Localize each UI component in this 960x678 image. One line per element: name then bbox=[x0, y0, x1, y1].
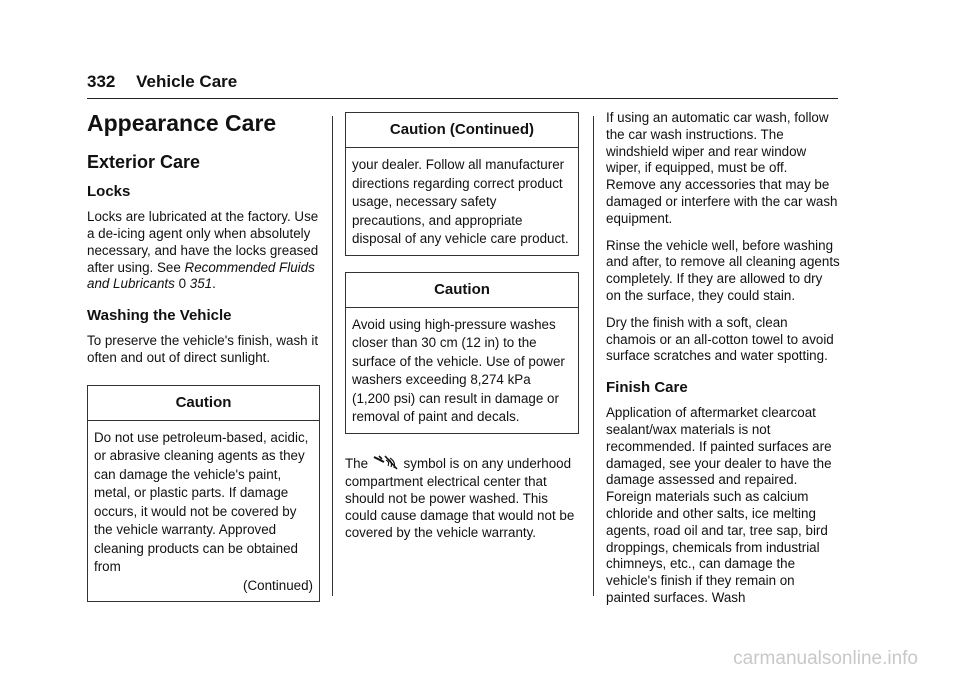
finish-care-paragraph: Application of aftermarket clearcoat sealant/wax materials is not recommended. If painted surfaces are damaged, see your dealer to have the damage assessed and repaired. Foreign materials such as calcium chloride and other salts, ice melting agents, road oil and tar, tree sap, bird droppings, chemicals from industrial chimneys, etc., can damage the vehicle's finish if they remain on painted surfaces. Wash bbox=[606, 405, 832, 605]
caution-continued-title: Caution (Continued) bbox=[346, 113, 578, 148]
caution-text: Do not use petroleum-based, acidic, or abrasive cleaning agents as they can damage the vehicle's paint, metal, or plastic parts. If damage occurs, it would not be covered by the vehicle warranty. Approved cleaning products can be obtained from bbox=[94, 429, 309, 575]
symbol-paragraph: The symbol is on any underhood compartment electrical center that should not be power washed. This could cause damage that would not be covered by the vehicle warranty. bbox=[345, 455, 575, 540]
section-title: Vehicle Care bbox=[136, 72, 238, 91]
washing-paragraph: To preserve the vehicle's finish, wash it often and out of direct sunlight. bbox=[87, 333, 319, 365]
cross-reference-link[interactable]: Recommended Fluids and Lubricants bbox=[87, 259, 315, 292]
header-divider bbox=[87, 98, 838, 99]
chapter-heading: Appearance Care bbox=[87, 110, 277, 136]
caution-box bbox=[345, 272, 579, 434]
caution-title: Caution bbox=[346, 273, 578, 308]
column-divider bbox=[593, 116, 594, 596]
column-1 bbox=[87, 110, 320, 616]
page-number: 332 bbox=[87, 72, 116, 91]
washing-heading: Washing the Vehicle bbox=[87, 307, 232, 325]
page-header bbox=[87, 72, 237, 92]
locks-heading: Locks bbox=[87, 183, 131, 201]
page-reference-arrow-icon: 0 bbox=[178, 276, 187, 292]
caution-continued-text: your dealer. Follow all manufacturer directions regarding correct product usage, necessary safety precautions, and appropriate disposal of any vehicle care product. bbox=[352, 157, 569, 246]
finish-care-heading: Finish Care bbox=[606, 379, 688, 397]
column-3 bbox=[606, 110, 840, 617]
caution-title: Caution bbox=[88, 386, 319, 421]
rinse-paragraph: Rinse the vehicle well, before washing and after, to remove all cleaning agents completely. If they are allowed to dry on the surface, they could stain. bbox=[606, 237, 840, 303]
locks-paragraph: Locks are lubricated at the factory. Use a de-icing agent only when absolutely necessary, and have the locks greased after using. See Recommended Fluids and Lubricants 0 351. bbox=[87, 209, 319, 292]
caution-text: Avoid using high-pressure washes closer than 30 cm (12 in) to the surface of the vehicle. Use of power washers exceeding 8,274 kPa (1,200 psi) can result in damage or removal of paint and decals. bbox=[352, 316, 565, 424]
car-wash-paragraph: If using an automatic car wash, follow the car wash instructions. The windshield wiper and rear window wiper, if equipped, must be off. Remove any accessories that may be damaged or interfere with the car wash equipment. bbox=[606, 110, 838, 226]
caution-continued-box bbox=[345, 112, 579, 256]
column-divider bbox=[332, 116, 333, 596]
column-2 bbox=[345, 110, 579, 551]
section-heading: Exterior Care bbox=[87, 151, 201, 172]
no-power-wash-icon bbox=[373, 454, 399, 475]
watermark: carmanualsonline.info bbox=[733, 648, 918, 669]
continued-label: (Continued) bbox=[243, 577, 313, 593]
caution-box bbox=[87, 385, 320, 603]
reference-page-number: 351 bbox=[189, 276, 213, 292]
dry-paragraph: Dry the finish with a soft, clean chamois or an all-cotton towel to avoid surface scratches and water spotting. bbox=[606, 314, 834, 364]
